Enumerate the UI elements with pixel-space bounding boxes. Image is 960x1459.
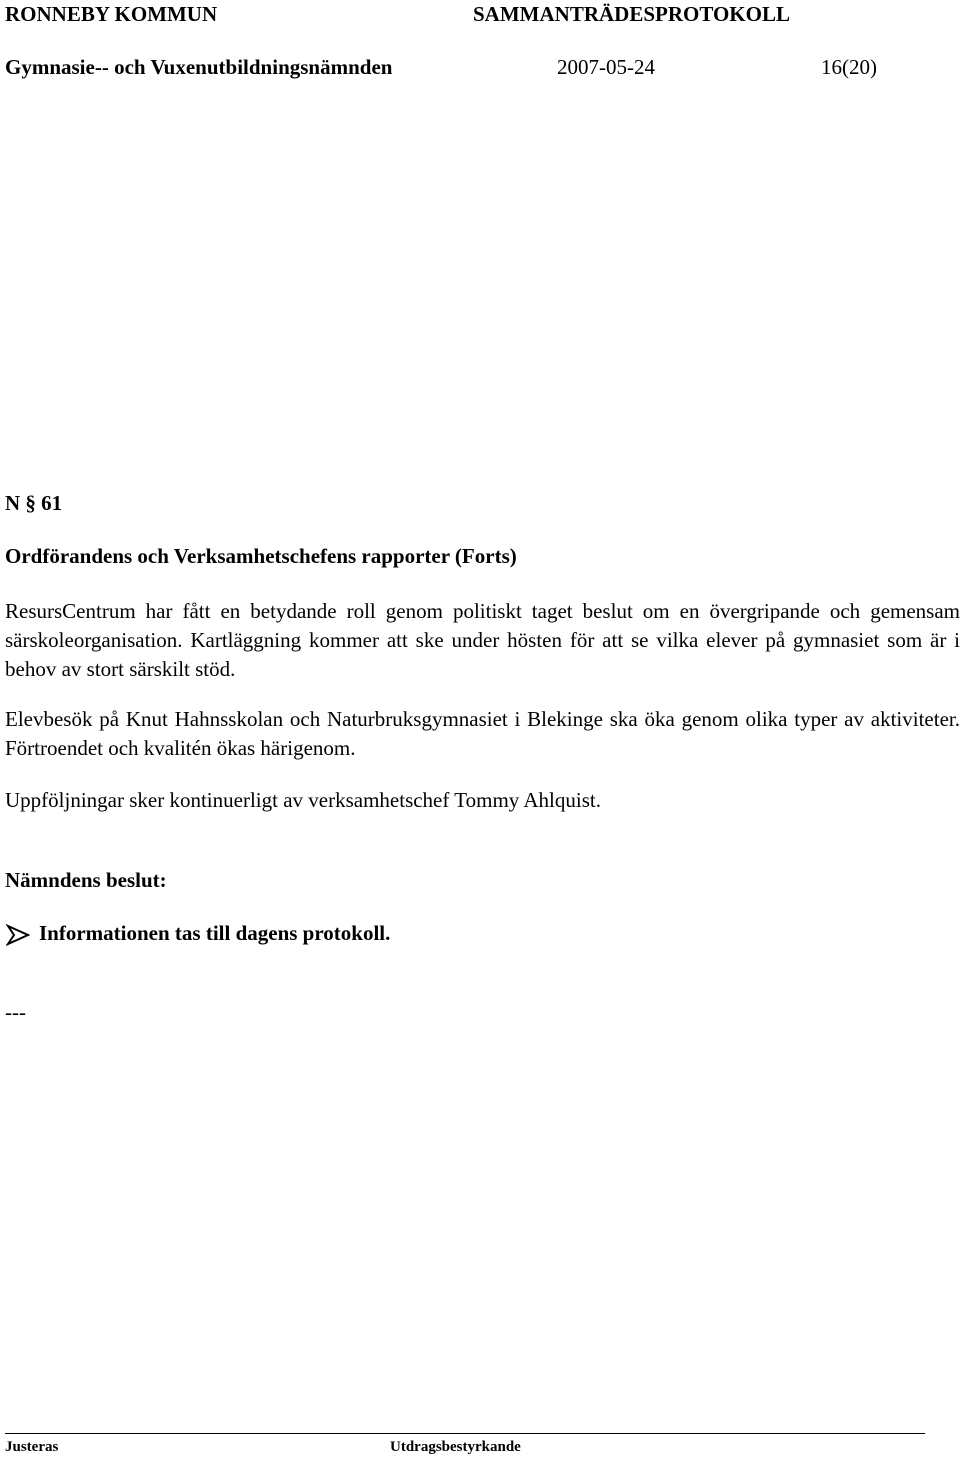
- arrowhead-bullet-icon: [6, 924, 32, 946]
- paragraph-resurscentrum: ResursCentrum har fått en betydande roll genom politiskt taget beslut om en övergripande och gemensam särskoleorganisation. Kartläggning kommer att ske under hösten för att se vilka elever på gymnasiet som är i behov av stort särskilt stöd.: [5, 599, 960, 681]
- paragraph-elevbesok: Elevbesök på Knut Hahnsskolan och Naturbruksgymnasiet i Blekinge ska öka genom olika typer av aktiviteter. Förtroendet och kvalitén ökas härigenom.: [5, 707, 960, 760]
- paragraph-uppfoljningar: Uppföljningar sker kontinuerligt av verksamhetschef Tommy Ahlquist.: [5, 788, 601, 812]
- decision-bullet-text: Informationen tas till dagens protokoll.: [39, 921, 391, 945]
- section-title: Ordförandens och Verksamhetschefens rapporter (Forts): [5, 544, 517, 568]
- meeting-date: 2007-05-24: [557, 55, 655, 79]
- decision-heading: Nämndens beslut:: [5, 868, 167, 892]
- page-number: 16(20): [821, 55, 877, 79]
- end-marker: ---: [5, 1000, 26, 1024]
- municipality-name: RONNEBY KOMMUN: [5, 2, 218, 26]
- section-number: N § 61: [5, 491, 63, 515]
- footer-justeras: Justeras: [5, 1439, 59, 1455]
- footer-utdragsbestyrkande: Utdragsbestyrkande: [390, 1439, 521, 1455]
- footer-divider: [5, 1433, 925, 1434]
- document-type: SAMMANTRÄDESPROTOKOLL: [473, 2, 790, 26]
- committee-name: Gymnasie-- och Vuxenutbildningsnämnden: [5, 55, 393, 79]
